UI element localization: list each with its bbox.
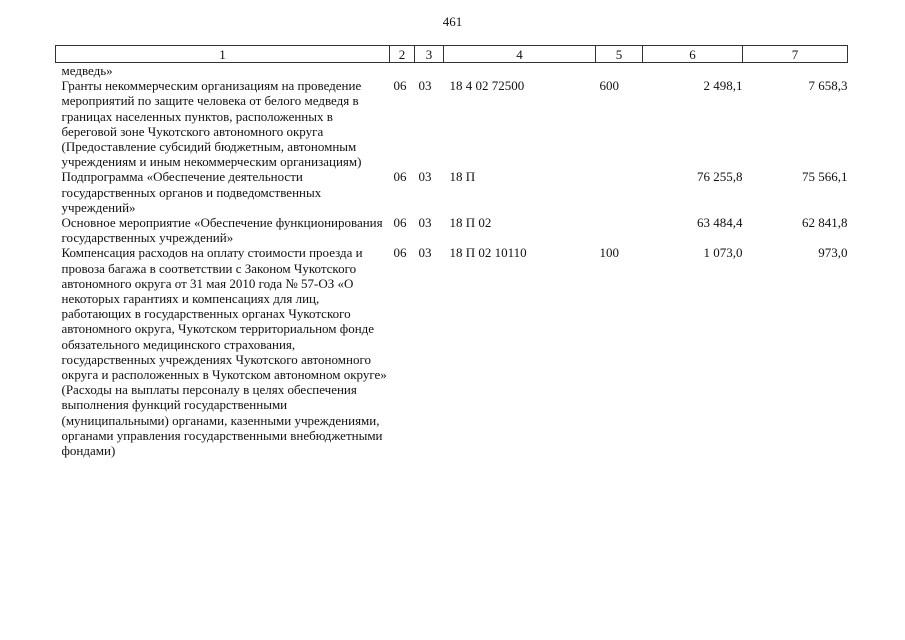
- row-expense-type: [596, 215, 643, 245]
- table-row: [56, 245, 848, 458]
- row-amount-1: 76 255,8: [697, 169, 743, 185]
- row-expense-type: 100: [599, 245, 619, 261]
- row-target-code: 18 П 02: [449, 215, 492, 231]
- row-expense-type: [596, 169, 643, 215]
- header-col-4: 4: [444, 46, 596, 63]
- row-amount-1: 63 484,4: [697, 215, 743, 231]
- row-section: 06: [393, 169, 407, 185]
- row-amount-2: 7 658,3: [808, 78, 848, 94]
- table-header-row: [56, 46, 848, 63]
- row-subsection: 03: [418, 78, 432, 94]
- row-subsection: 03: [418, 169, 432, 185]
- row-target-code: 18 4 02 72500: [449, 78, 525, 94]
- page-number: 461: [442, 14, 463, 29]
- table-row: [56, 169, 848, 215]
- row-name: Подпрограмма «Обеспечение деятельности государственных органов и подведомственных учреждений»: [61, 169, 322, 215]
- header-col-3: 3: [415, 46, 444, 63]
- row-amount-1: 1 073,0: [703, 245, 743, 261]
- row-amount-2: 973,0: [818, 245, 848, 261]
- row-amount-2: 75 566,1: [802, 169, 848, 185]
- budget-table: [55, 45, 848, 458]
- row-amount-2: 62 841,8: [802, 215, 848, 231]
- header-col-6: 6: [643, 46, 743, 63]
- row-target-code: 18 П 02 10110: [449, 245, 527, 261]
- header-col-2: 2: [390, 46, 415, 63]
- row-subsection: 03: [418, 215, 432, 231]
- row-target-code: 18 П: [449, 169, 476, 185]
- row-name: Компенсация расходов на оплату стоимости проезда и провоза багажа в соответствии с Законом Чукотского автономного округа от 31 мая 2010 года № 57-ОЗ «О некоторых гарантиях и компенсациях для лиц, работающих в государственных органах Чукотского автономного округа, Чукотском территориальном фонде обязательного медицинского страхования, государственных учреждениях Чукотского автономного округа и расположенных в Чукотском автономном округе» (Расходы на выплаты персоналу в целях обеспечения выполнения функций государственными (муниципальными) органами, казенными учреждениями, органами управления государственными внебюджетными фондами): [61, 245, 387, 459]
- row-expense-type: 600: [599, 78, 619, 94]
- header-col-7: 7: [743, 46, 848, 63]
- row-section: 06: [393, 78, 407, 94]
- table-row: [56, 78, 848, 169]
- continuation-text: медведь»: [61, 63, 113, 78]
- row-section: 06: [393, 245, 407, 261]
- row-name: Основное мероприятие «Обеспечение функционирования государственных учреждений»: [61, 215, 383, 246]
- row-section: 06: [393, 215, 407, 231]
- continuation-row: [56, 63, 848, 79]
- table-row: [56, 215, 848, 245]
- row-subsection: 03: [418, 245, 432, 261]
- row-name: Гранты некоммерческим организациям на проведение мероприятий по защите человека от белого медведя в границах населенных пунктов, расположенных в береговой зоне Чукотского автономного округа (Предоставление субсидий бюджетным, автономным учреждениям и иным некоммерческим организациям): [61, 78, 362, 170]
- header-col-5: 5: [596, 46, 643, 63]
- row-amount-1: 2 498,1: [703, 78, 743, 94]
- header-col-1: 1: [56, 46, 390, 63]
